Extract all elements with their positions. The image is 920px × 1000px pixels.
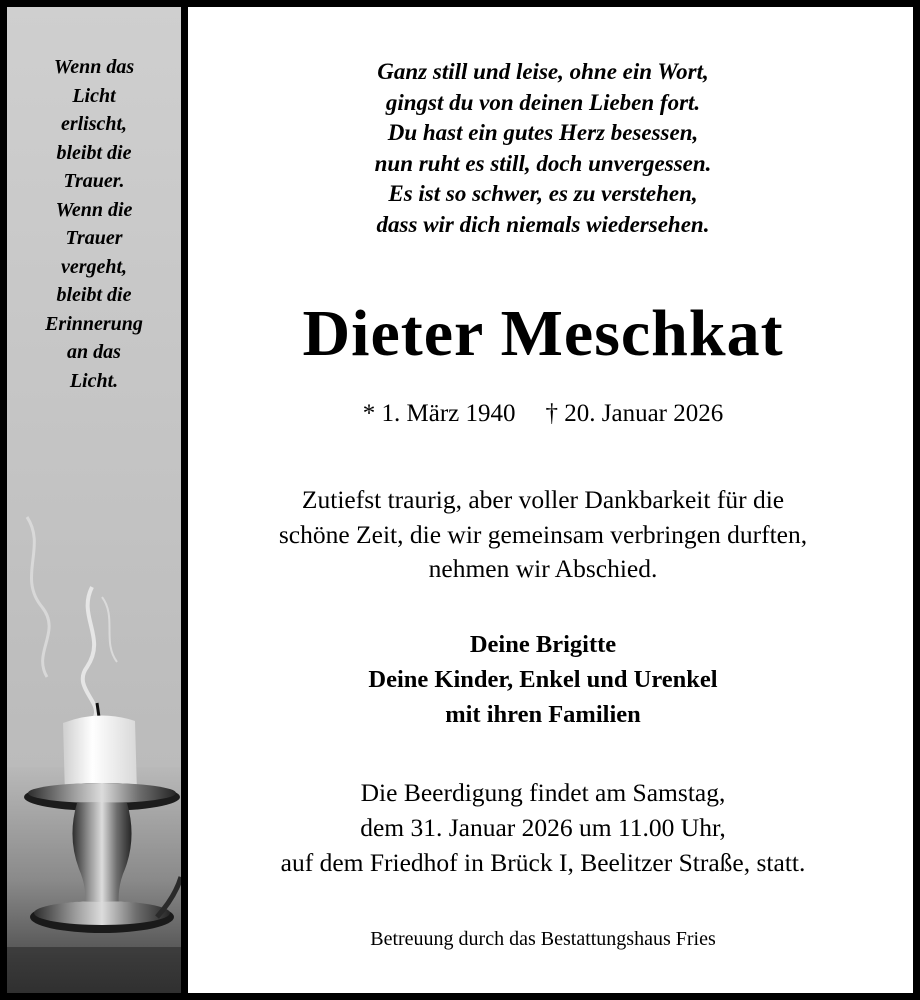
life-dates	[188, 398, 898, 430]
deceased-name: Dieter Meschkat	[302, 297, 784, 370]
mourner-line: mit ihren Familien	[445, 701, 641, 728]
candle-icon	[7, 477, 181, 993]
poem-line: nun ruht es still, doch unvergessen.	[374, 150, 712, 176]
sidebar-verse-line: Wenn die	[55, 198, 133, 221]
farewell-message	[188, 483, 898, 587]
mourner-line: Deine Kinder, Enkel und Urenkel	[368, 666, 718, 693]
sidebar-verse-line: an das	[67, 341, 121, 363]
sidebar-verse	[7, 53, 181, 395]
funeral-home-credit: Betreuung durch das Bestattungshaus Fries	[370, 928, 716, 950]
funeral-line: dem 31. Januar 2026 um 11.00 Uhr,	[360, 813, 726, 842]
poem-line: dass wir dich niemals wiedersehen.	[376, 211, 710, 237]
poem-line: Es ist so schwer, es zu verstehen,	[388, 181, 698, 206]
sidebar-verse-line: vergeht,	[60, 255, 128, 278]
poem-line: Du hast ein gutes Herz besessen,	[387, 120, 699, 145]
sidebar-panel	[7, 7, 181, 993]
funeral-line: Die Beerdigung findet am Samstag,	[360, 778, 726, 807]
poem	[188, 57, 898, 240]
message-line: Zutiefst traurig, aber voller Dankbarkeit für die	[301, 485, 785, 514]
poem-line: gingst du von deinen Lieben fort.	[385, 89, 701, 115]
sidebar-verse-line: Licht.	[69, 369, 119, 392]
sidebar-verse-line: Trauer	[65, 227, 123, 249]
sidebar-verse-line: bleibt die	[56, 284, 132, 306]
sidebar-verse-line: Erinnerung	[45, 312, 143, 335]
message-line: schöne Zeit, die wir gemeinsam verbringen durften,	[278, 519, 808, 549]
funeral-details	[188, 775, 898, 880]
funeral-line: auf dem Friedhof in Brück I, Beelitzer Straße, statt.	[280, 848, 806, 877]
mourner-line: Deine Brigitte	[469, 631, 617, 658]
poem-line: Ganz still und leise, ohne ein Wort,	[377, 59, 709, 84]
mourners	[188, 627, 898, 732]
sidebar-verse-line: Trauer.	[63, 170, 125, 192]
sidebar-verse-line: bleibt die	[56, 141, 132, 164]
birth-date: * 1. März 1940	[362, 400, 516, 427]
message-line: nehmen wir Abschied.	[428, 554, 658, 583]
sidebar-verse-line: erlischt,	[60, 113, 128, 135]
vertical-divider	[181, 7, 188, 993]
obituary-main	[188, 7, 913, 993]
death-date: † 20. Januar 2026	[545, 400, 724, 427]
sidebar-verse-line: Licht	[72, 84, 116, 107]
sidebar-verse-line: Wenn das	[53, 56, 135, 78]
